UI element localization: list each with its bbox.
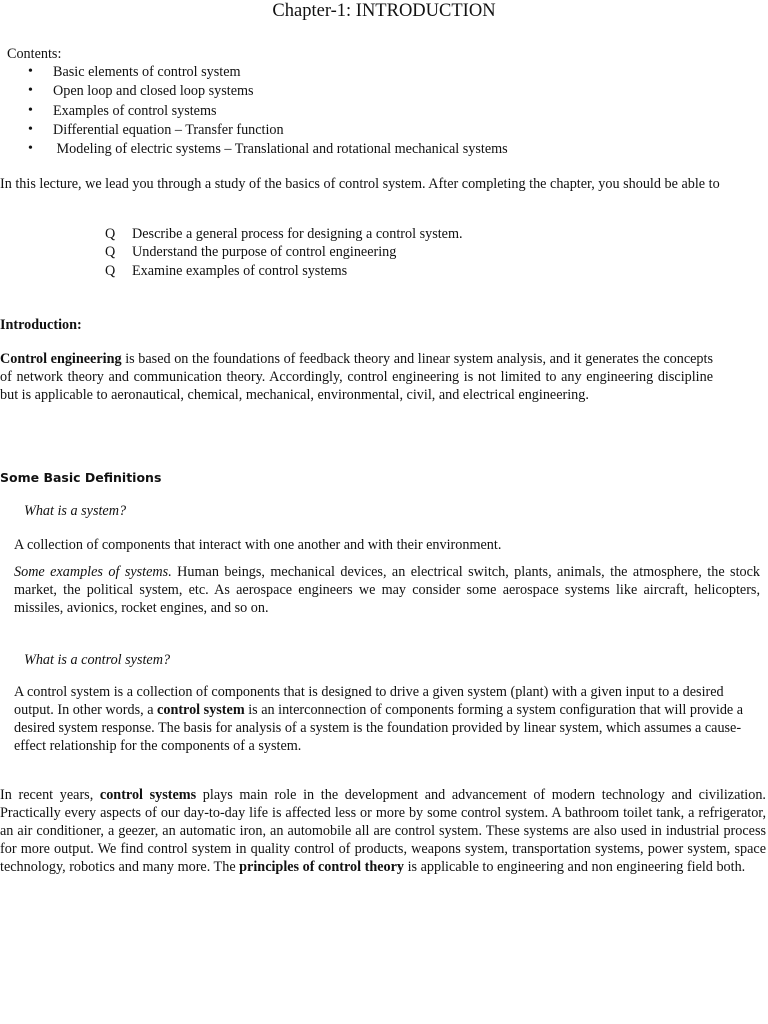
system-question: What is a system? [24,503,127,519]
list-item: • Modeling of electric systems – Translational and rotational mechanical systems [28,141,508,158]
page-title: Chapter-1: INTRODUCTION [272,1,496,21]
control-system-question: What is a control system? [24,652,171,668]
list-item: Q Examine examples of control systems [105,262,348,279]
list-item: • Open loop and closed loop systems [28,83,254,100]
system-definition: A collection of components that interact with one another and with their environment. [14,537,502,553]
bullet-icon: • [28,121,33,137]
bullet-icon: • [28,64,33,79]
objective-marker: Q [105,226,116,242]
objective-marker: Q [105,244,116,261]
lecture-intro-paragraph: In this lecture, we lead you through a study of the basics of control system. After completing the chapter, you should be able to [0,176,720,192]
objectives-list [105,225,463,280]
list-item: Q Describe a general process for designing a control system. [105,226,463,242]
system-examples-paragraph: Some examples of systems. Human beings, mechanical devices, an electrical switch, plants, animals, the atmosphere, the stock market, the political system, etc. As aerospace engineers we may consider some aerospace systems like aircraft, helicopters, missiles, avionics, rocket engines, and so on. [14,564,760,616]
control-engineering-paragraph: Control engineering is based on the foundations of feedback theory and linear system analysis, and it generates the concepts of network theory and communication theory. Accordingly, control engineering is not limited to any engineering discipline but is applicable to aeronautical, chemical, mechanical, environmental, civil, and electrical engineering. [0,351,713,403]
bullet-icon: • [28,83,33,99]
objective-marker: Q [105,262,116,279]
introduction-heading: Introduction: [0,317,82,333]
contents-list [0,63,508,159]
list-item: • Examples of control systems [28,102,217,119]
list-item: • Basic elements of control system [28,64,241,80]
list-item: • Differential equation – Transfer function [28,121,284,138]
list-item: Q Understand the purpose of control engineering [105,244,397,261]
control-engineering-term: Control engineering [0,351,122,367]
bullet-icon: • [28,102,33,118]
contents-label: Contents: [7,46,62,62]
control-system-definition: A control system is a collection of components that is designed to drive a given system (plant) with a given input to a desired output. In other words, a control system is an interconnection of components forming a system configuration that will provide a desired system response. The basis for analysis of a system is the foundation provided by linear system, which assumes a cause- effect relationship for the components of a system. [14,684,744,754]
basic-definitions-heading: Some Basic Definitions [0,470,162,485]
recent-years-paragraph: In recent years, control systems plays main role in the development and advancement of modern technology and civilization. Practically every aspects of our day-to-day life is affected less or more by some control system. A bathroom toilet tank, a refrigerator, an air conditioner, a geezer, an automatic iron, an automobile all are control system. These systems are also used in industrial process for more output. We find control system in quality control of products, weapons system, transportation systems, power system, space technology, robotics and many more. The principles of control theory is applicable to engineering and non engineering field both. [0,787,766,875]
bullet-icon: • [28,141,33,157]
